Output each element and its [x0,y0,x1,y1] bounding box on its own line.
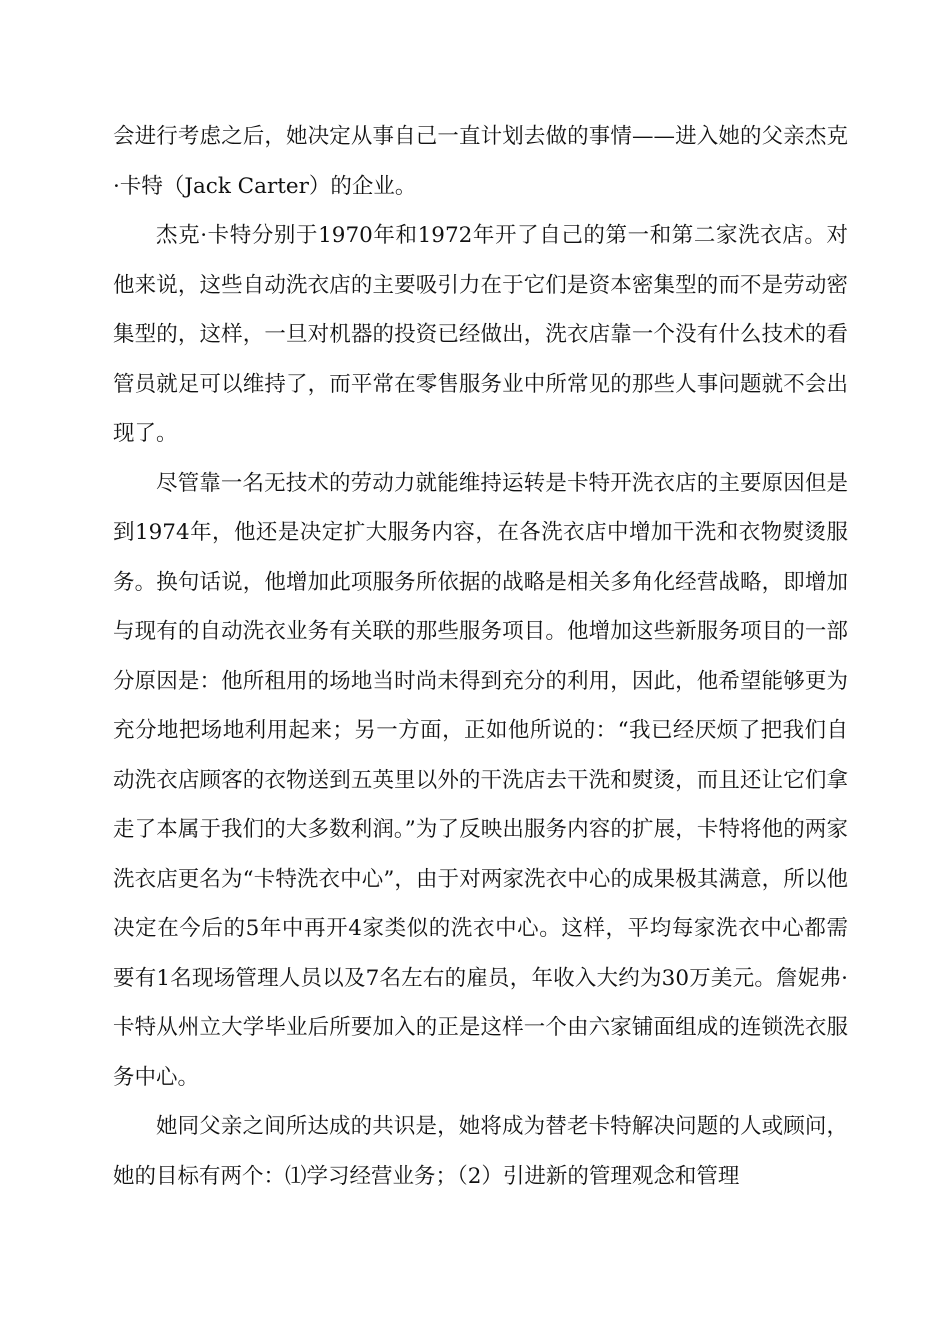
paragraph-2: 杰克·卡特分别于1970年和1972年开了自己的第一和第二家洗衣店。对他来说，这些自动洗衣店的主要吸引力在于它们是资本密集型的而不是劳动密集型的，这样，一旦对机器的投资已经做出，洗衣店靠一个没有什么技术的看管员就足可以维持了，而平常在零售服务业中所常见的那些人事问题就不会出现了。 [113,223,848,446]
paragraph-1: 会进行考虑之后，她决定从事自己一直计划去做的事情——进入她的父亲杰克·卡特（Jack Carter）的企业。 [113,124,848,199]
paragraph-4: 她同父亲之间所达成的共识是，她将成为替老卡特解决问题的人或顾问，她的目标有两个：⑴学习经营业务；（2）引进新的管理观念和管理 [113,1114,848,1189]
paragraph-3: 尽管靠一名无技术的劳动力就能维持运转是卡特开洗衣店的主要原因但是到1974年，他还是决定扩大服务内容，在各洗衣店中增加干洗和衣物熨烫服务。换句话说，他增加此项服务所依据的战略是相关多角化经营战略，即增加与现有的自动洗衣业务有关联的那些服务项目。他增加这些新服务项目的一部分原因是：他所租用的场地当时尚未得到充分的利用，因此，他希望能够更为充分地把场地利用起来；另一方面，正如他所说的：“我已经厌烦了把我们自动洗衣店顾客的衣物送到五英里以外的干洗店去干洗和熨烫，而且还让它们拿走了本属于我们的大多数利润。”为了反映出服务内容的扩展，卡特将他的两家洗衣店更名为“卡特洗衣中心”，由于对两家洗衣中心的成果极其满意，所以他决定在今后的5年中再开4家类似的洗衣中心。这样，平均每家洗衣中心都需要有1名现场管理人员以及7名左右的雇员，年收入大约为30万美元。詹妮弗·卡特从州立大学毕业后所要加入的正是这样一个由六家铺面组成的连锁洗衣服务中心。 [113,470,848,1090]
document-body [113,112,848,1201]
